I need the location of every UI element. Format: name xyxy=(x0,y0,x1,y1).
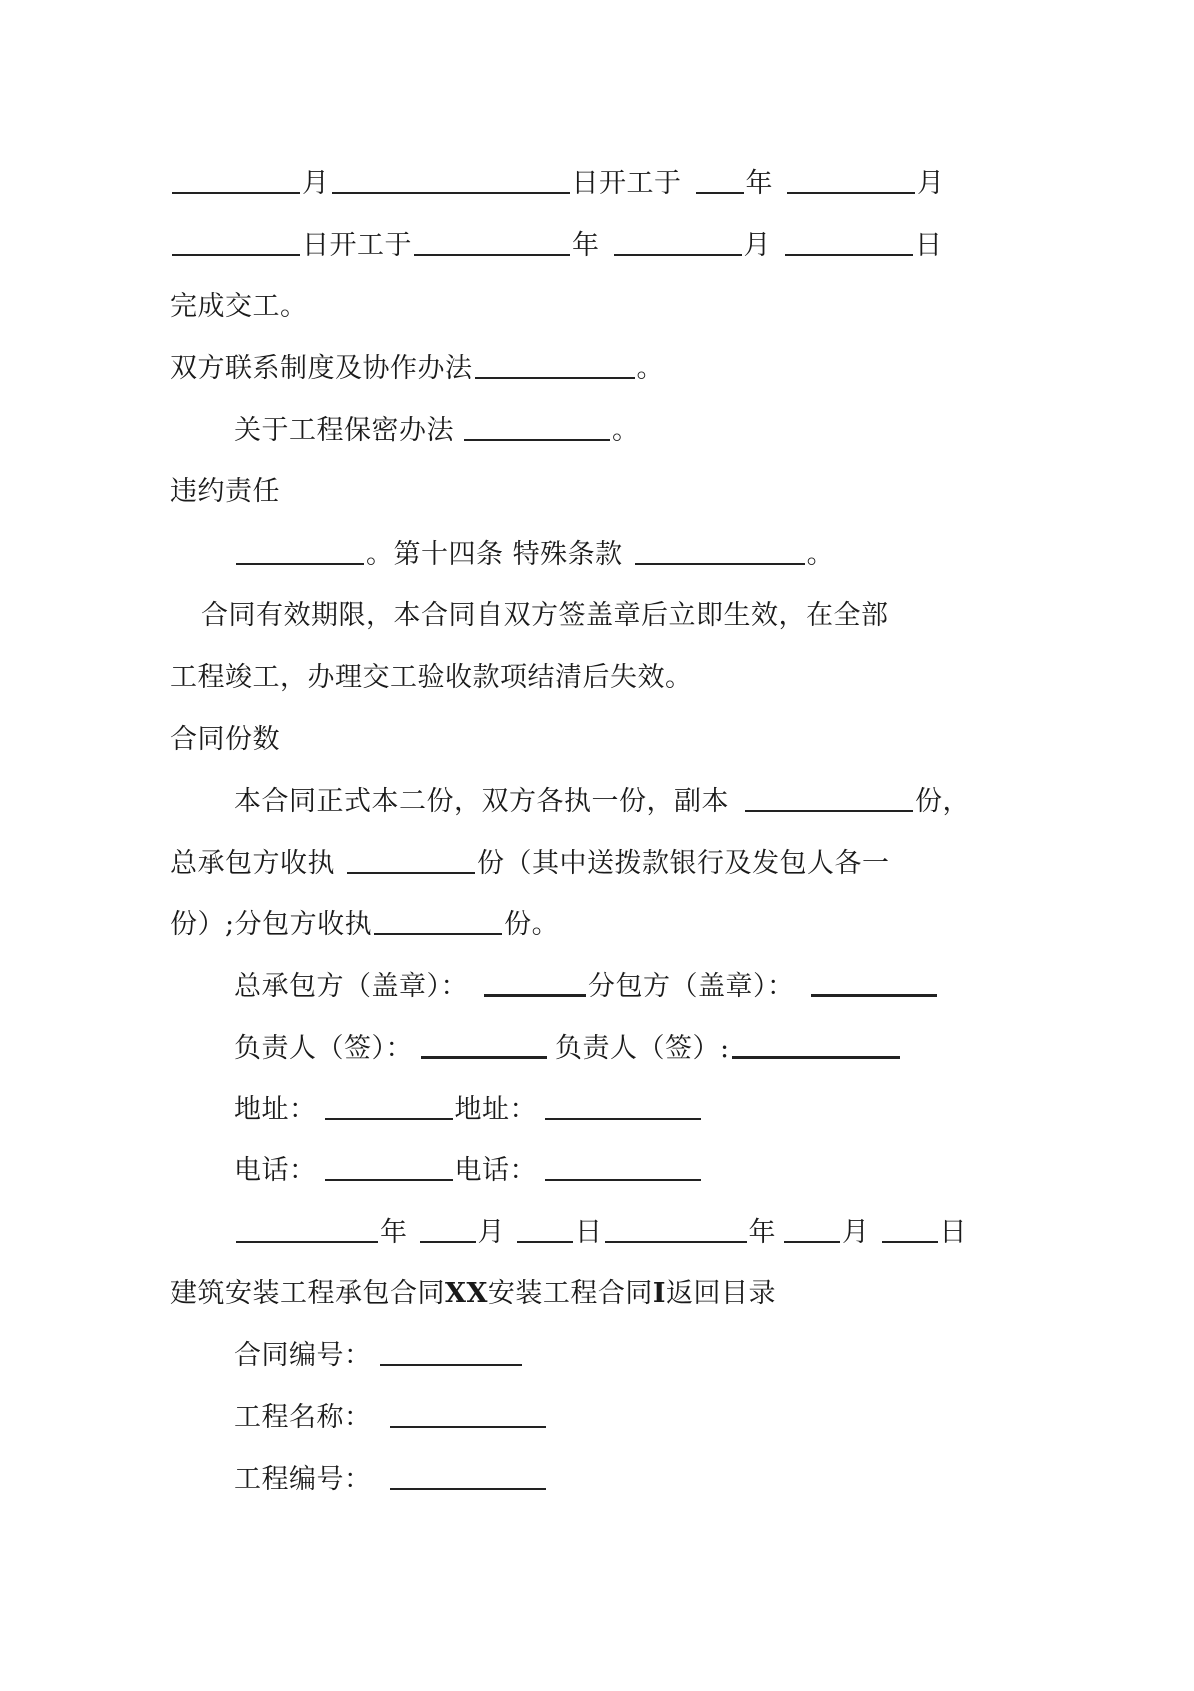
text: 建筑安装工程承包合同 xyxy=(170,1278,445,1309)
blank-field[interactable] xyxy=(545,1151,701,1181)
validity-line-1: 合同有效期限，本合同自双方签盖章后立即生效，在全部 xyxy=(201,600,889,631)
text: 本合同正式本二份，双方各执一份，副本 xyxy=(234,786,729,817)
text: 安装工程合同 xyxy=(487,1278,653,1309)
text: 。 xyxy=(612,415,640,446)
blank-field[interactable] xyxy=(614,226,742,256)
text: 总承包方（盖章）： xyxy=(234,971,468,1002)
blank-field[interactable] xyxy=(420,1213,476,1243)
text: 双方联系制度及协作办法 xyxy=(170,353,473,384)
special-terms-line xyxy=(234,535,834,575)
blank-field[interactable] xyxy=(172,164,300,194)
blank-field[interactable] xyxy=(421,1028,547,1059)
blank-field[interactable] xyxy=(517,1213,573,1243)
text: 分包方（盖章）： xyxy=(588,971,795,1002)
blank-field[interactable] xyxy=(347,844,475,874)
blank-field[interactable] xyxy=(787,164,915,194)
text: 份， xyxy=(915,786,970,817)
copies-line-1 xyxy=(234,782,970,822)
text: 电话： xyxy=(454,1155,537,1186)
text: 年 xyxy=(748,1217,776,1248)
schedule-line-2 xyxy=(170,226,943,266)
blank-field[interactable] xyxy=(325,1151,453,1181)
completion-line: 完成交工。 xyxy=(170,291,308,322)
contract-title-line xyxy=(170,1274,776,1314)
text: 月 xyxy=(477,1217,505,1248)
text: 合同编号： xyxy=(234,1340,372,1371)
blank-field[interactable] xyxy=(325,1090,453,1120)
signatory-line xyxy=(234,1028,902,1068)
date-line xyxy=(234,1213,967,1253)
text: 地址： xyxy=(454,1094,537,1125)
blank-field[interactable] xyxy=(545,1090,701,1120)
blank-field[interactable] xyxy=(414,226,570,256)
text: 总承包方收执 xyxy=(170,848,335,879)
blank-field[interactable] xyxy=(745,782,913,812)
text: 关于工程保密办法 xyxy=(234,415,454,446)
confidentiality-line xyxy=(234,411,640,451)
liaison-line xyxy=(170,349,664,389)
section-heading-liability: 违约责任 xyxy=(170,476,280,507)
blank-field[interactable] xyxy=(464,411,610,441)
text: 份（其中送拨款银行及发包人各一 xyxy=(477,848,890,879)
back-to-contents-link[interactable]: 返回目录 xyxy=(666,1278,777,1309)
text: 日 xyxy=(939,1217,967,1248)
address-line xyxy=(234,1090,703,1130)
project-name-line xyxy=(234,1398,548,1438)
text: 负责人（签）： xyxy=(234,1033,413,1064)
blank-field[interactable] xyxy=(635,535,805,565)
text: 电话： xyxy=(234,1155,317,1186)
text: 负责人（签）: xyxy=(555,1033,730,1064)
text: 月 xyxy=(842,1217,870,1248)
blank-field[interactable] xyxy=(332,164,570,194)
blank-field[interactable] xyxy=(380,1336,522,1366)
blank-field[interactable] xyxy=(374,905,502,935)
section-heading-copies: 合同份数 xyxy=(170,724,280,755)
blank-field[interactable] xyxy=(236,535,364,565)
text: 日开工于 xyxy=(571,168,682,199)
blank-field[interactable] xyxy=(484,966,586,997)
blank-field[interactable] xyxy=(236,1213,378,1243)
text: 月 xyxy=(917,168,945,199)
project-number-line xyxy=(234,1460,548,1500)
text: 工程编号： xyxy=(234,1464,372,1495)
blank-field[interactable] xyxy=(732,1028,900,1059)
text: 工程名称： xyxy=(234,1402,372,1433)
text: 份。 xyxy=(504,909,560,940)
text: 。 xyxy=(636,353,664,384)
schedule-line-1 xyxy=(170,164,945,204)
text: 。 xyxy=(806,539,835,570)
text: 。第十四条 特殊条款 xyxy=(366,539,623,570)
text: 年 xyxy=(572,230,600,261)
text: 月 xyxy=(743,230,771,261)
blank-field[interactable] xyxy=(696,164,744,194)
text: 份）;分包方收执 xyxy=(170,909,373,940)
text: XX xyxy=(445,1278,488,1309)
blank-field[interactable] xyxy=(390,1398,546,1428)
blank-field[interactable] xyxy=(605,1213,747,1243)
phone-line xyxy=(234,1151,703,1191)
text: 年 xyxy=(380,1217,408,1248)
copies-line-3 xyxy=(170,905,559,945)
blank-field[interactable] xyxy=(784,1213,840,1243)
text: 日开工于 xyxy=(302,230,412,261)
text: 地址： xyxy=(234,1094,317,1125)
validity-line-2: 工程竣工，办理交工验收款项结清后失效。 xyxy=(170,662,693,693)
text: I xyxy=(652,1278,667,1309)
text: 月 xyxy=(302,168,330,199)
text: 日 xyxy=(575,1217,603,1248)
blank-field[interactable] xyxy=(785,226,913,256)
blank-field[interactable] xyxy=(172,226,300,256)
copies-line-2 xyxy=(170,844,890,884)
blank-field[interactable] xyxy=(811,966,937,997)
seal-line xyxy=(234,966,939,1006)
text: 年 xyxy=(745,168,773,199)
blank-field[interactable] xyxy=(475,349,635,379)
contract-number-line xyxy=(234,1336,524,1376)
blank-field[interactable] xyxy=(390,1460,546,1490)
blank-field[interactable] xyxy=(882,1213,938,1243)
text: 日 xyxy=(915,230,943,261)
